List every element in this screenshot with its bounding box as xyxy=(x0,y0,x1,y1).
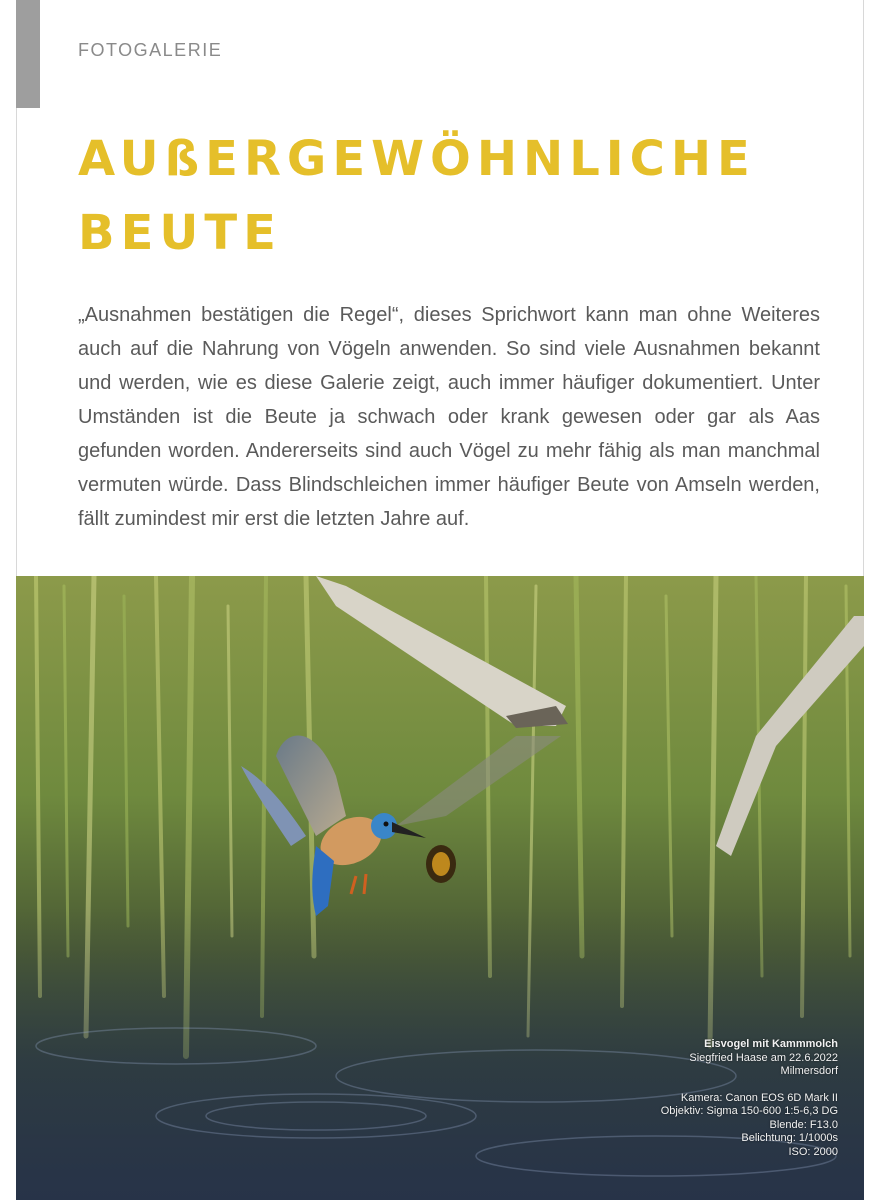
headline-line-1: AUßERGEWÖHNLICHE xyxy=(78,131,756,187)
caption-author-date: Siegfried Haase am 22.6.2022 xyxy=(689,1051,838,1064)
headline xyxy=(78,122,858,270)
caption-camera: Kamera: Canon EOS 6D Mark II xyxy=(680,1091,838,1104)
intro-paragraph: „Ausnahmen bestätigen die Regel“, dieses Sprichwort kann man ohne Weiteres auch auf die Nahrung von Vögeln anwenden. So sind viele Ausnahmen bekannt und werden, wie es diese Galerie zeigt, auch immer häufiger dokumentiert. Unter Umständen ist die Beute ja schwach oder krank gewesen oder gar als Aas gefunden worden. Andererseits sind auch Vögel zu mehr fähig als man manchmal vermuten würde. Dass Blindschleichen immer häufiger Beute von Amseln werden, fällt zumindest mir erst die letzten Jahre auf. xyxy=(78,304,820,530)
caption-location: Milmersdorf xyxy=(780,1065,838,1077)
caption-exposure: Belichtung: 1/1000s xyxy=(741,1132,838,1144)
caption-title: Eisvogel mit Kammmolch xyxy=(704,1038,838,1050)
photo-caption xyxy=(538,1038,838,1159)
newt-belly xyxy=(432,852,450,876)
caption-aperture: Blende: F13.0 xyxy=(769,1118,838,1131)
section-tab-marker xyxy=(16,0,40,108)
caption-spacer xyxy=(538,1079,838,1092)
caption-lens: Objektiv: Sigma 150-600 1:5-6,3 DG xyxy=(660,1105,838,1117)
caption-iso: ISO: 2000 xyxy=(788,1145,838,1158)
headline-line-2: BEUTE xyxy=(78,205,282,261)
section-label: FOTOGALERIE xyxy=(78,40,223,60)
